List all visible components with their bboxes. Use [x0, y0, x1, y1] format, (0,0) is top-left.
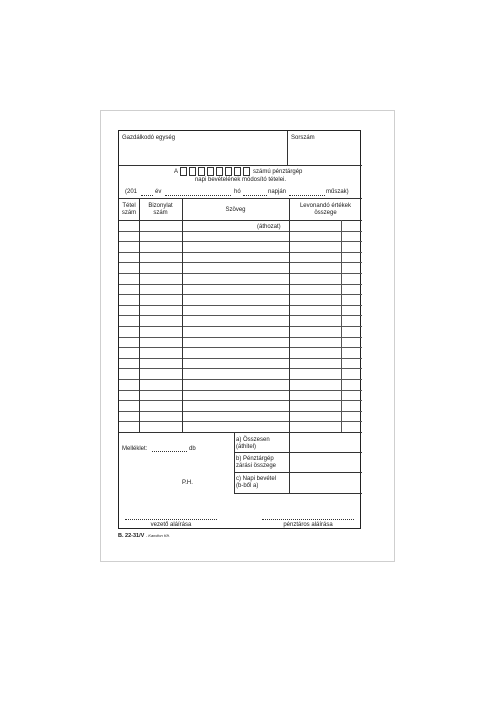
date-year-prefix: (201 [125, 189, 138, 195]
year-field[interactable] [141, 195, 153, 196]
carry-over-label: (áthozat) [257, 224, 281, 230]
register-digit-box[interactable] [189, 167, 196, 176]
total-c-amount-field[interactable] [290, 473, 361, 492]
col-amount-line2: összege [314, 210, 337, 216]
totals-line-3 [234, 493, 362, 494]
table-row-line [119, 421, 362, 422]
table-row-line [119, 305, 362, 306]
register-digit-box[interactable] [225, 167, 232, 176]
col-divider-text [289, 198, 290, 432]
table-row-line [119, 252, 362, 253]
col-divider-doc [182, 198, 183, 432]
manager-signature-label: vezető aláírása [150, 522, 192, 528]
register-digit-box[interactable] [216, 167, 223, 176]
table-row-line [119, 294, 362, 295]
total-a-line1: a) Összesen [236, 437, 270, 443]
col-item-line2: szám [121, 210, 137, 216]
table-row-line [119, 231, 362, 232]
table-row-line [119, 411, 362, 412]
unit-label: Gazdálkodó egység [122, 135, 176, 141]
serial-label: Sorszám [291, 135, 315, 141]
table-row-line [119, 241, 362, 242]
attachment-count-field[interactable] [152, 451, 187, 452]
date-shift-label: műszak) [326, 189, 349, 195]
attachment-unit: db [189, 446, 196, 452]
title-prefix: A [174, 169, 179, 175]
bottom-divider-left [234, 432, 235, 493]
stamp-label: P.H. [182, 480, 193, 486]
total-b-amount-field[interactable] [290, 453, 361, 471]
day-field[interactable] [243, 195, 267, 196]
col-text: Szöveg [225, 207, 246, 213]
form-code: B. 22-31/V [118, 533, 145, 539]
table-row-line [119, 358, 362, 359]
col-divider-fillér [341, 220, 342, 432]
table-row-line [119, 284, 362, 285]
date-year-label: év [155, 189, 162, 195]
total-b-line1: b) Pénztárgép [236, 456, 274, 462]
attachment-label: Melléklet: [122, 446, 148, 452]
cashier-signature-label: pénztáros aláírása [283, 522, 333, 528]
date-day-label: napján [268, 189, 287, 195]
col-divider-item [139, 198, 140, 432]
col-doc-line1: Bizonylat [148, 203, 173, 209]
cash-register-form [118, 130, 361, 529]
total-a-line2: (áthitel) [236, 444, 257, 450]
register-digit-box[interactable] [243, 167, 250, 176]
register-digit-box[interactable] [198, 167, 205, 176]
col-doc-line2: szám [153, 210, 168, 216]
month-field[interactable] [165, 195, 231, 196]
table-row-line [119, 315, 362, 316]
title-bottom-line [119, 198, 362, 199]
col-item-line1: Tétel [122, 203, 136, 209]
header-divider [287, 131, 288, 165]
register-digit-box[interactable] [234, 167, 241, 176]
title-line2: napi bevételének módosító tételei. [194, 177, 287, 183]
column-header-bottom-line [119, 220, 362, 221]
table-row-line [119, 262, 362, 263]
header-bottom-line [119, 165, 362, 166]
total-c-line2: (b-ből a) [236, 483, 259, 489]
table-row-line [119, 379, 362, 380]
register-digit-box[interactable] [180, 167, 187, 176]
col-amount-line1: Levonandó értékek [299, 203, 352, 209]
total-b-line2: zárási összege [236, 463, 277, 469]
table-row-line [119, 337, 362, 338]
total-c-line1: c) Napi bevétel [236, 476, 277, 482]
total-a-amount-field[interactable] [290, 433, 361, 451]
table-row-line [119, 326, 362, 327]
title-line1: számú pénztárgép [253, 169, 303, 175]
table-row-line [119, 400, 362, 401]
register-digit-box[interactable] [207, 167, 214, 176]
manager-signature-line[interactable] [125, 519, 217, 520]
date-month-label: hó [234, 189, 241, 195]
table-row-line [119, 390, 362, 391]
publisher: - Kamilon Kft. [145, 533, 170, 538]
shift-field[interactable] [289, 195, 325, 196]
table-row-line [119, 347, 362, 348]
table-row-line [119, 273, 362, 274]
cashier-signature-line[interactable] [262, 519, 354, 520]
form-footer [118, 533, 170, 539]
table-row-line [119, 368, 362, 369]
